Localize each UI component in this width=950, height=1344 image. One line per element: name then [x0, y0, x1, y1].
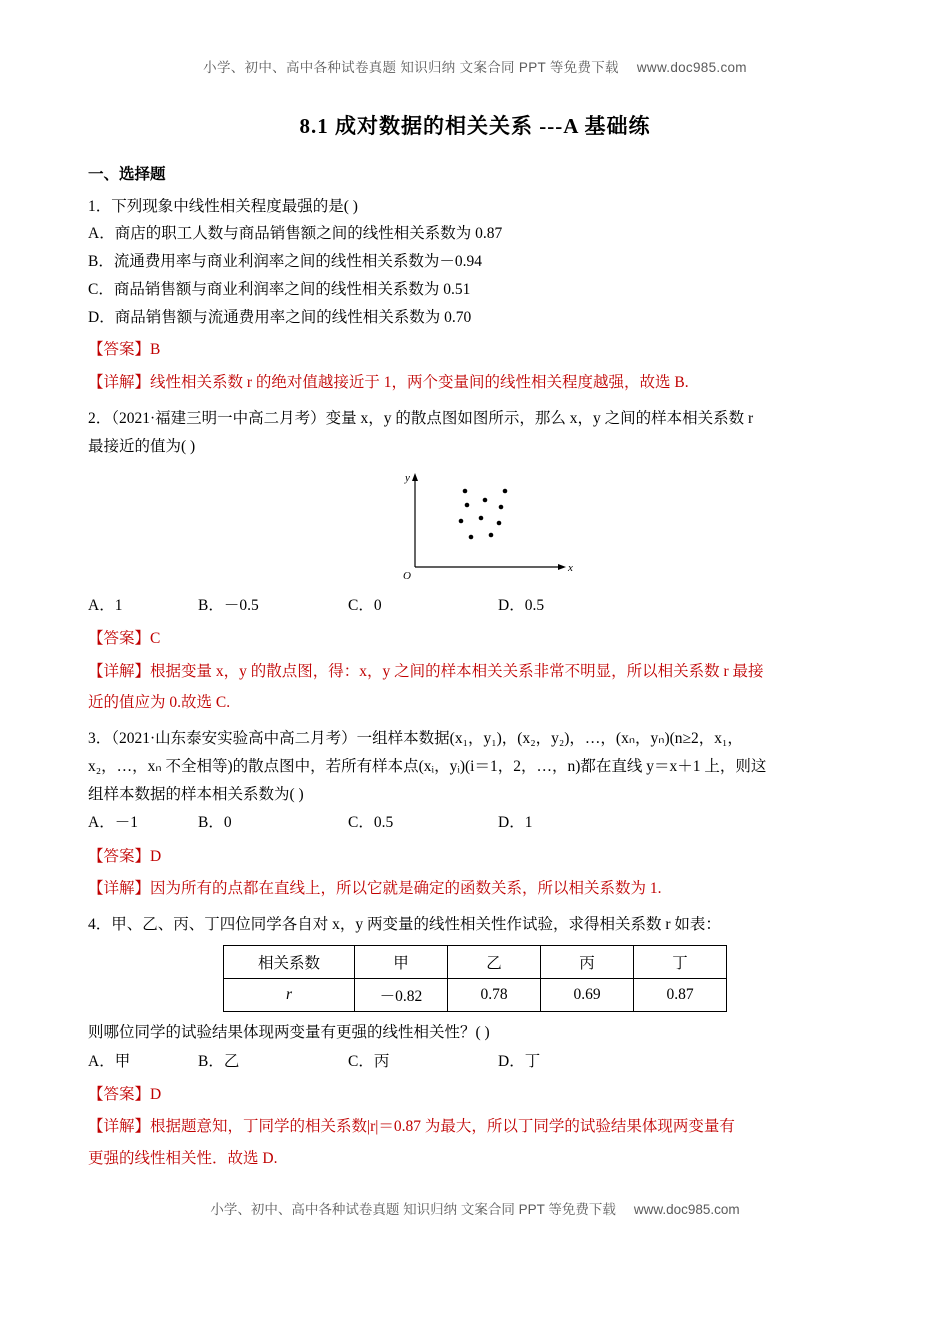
question-2-option-a: A．1: [88, 597, 123, 615]
question-3-stem-line1: 3．（2021·山东泰安实验高中高二月考）一组样本数据(x₁，y₁)，(x₂，y₂)，…，(xₙ，yₙ)(n≥2，x₁，: [88, 730, 743, 748]
question-3-option-d: D．1: [498, 814, 533, 832]
question-1-option-c: C．商品销售额与商业利润率之间的线性相关系数为 0.51: [88, 280, 471, 298]
question-4-explanation-line1: 【详解】根据题意知，丁同学的相关系数|r|＝0.87 为最大，所以丁同学的试验结果体现两变量有: [88, 1118, 735, 1136]
scatter-x-label: x: [568, 562, 573, 575]
table-header-cell-3: 丙: [541, 946, 634, 979]
header-watermark-text: 小学、初中、高中各种试卷真题 知识归纳 文案合同 PPT 等免费下载: [203, 60, 619, 75]
question-4-post-table: 则哪位同学的试验结果体现两变量有更强的线性相关性？( ): [88, 1024, 490, 1042]
question-2-option-c: C．0: [348, 597, 382, 615]
question-2-option-d: D．0.5: [498, 597, 545, 615]
page-title: 8.1 成对数据的相关关系 ---A 基础练: [299, 114, 651, 138]
footer-watermark-url: www.doc985.com: [633, 1201, 740, 1217]
question-1-explanation: 【详解】线性相关系数 r 的绝对值越接近于 1，两个变量间的线性相关程度越强，故选 B.: [88, 373, 689, 391]
question-3-option-c: C．0.5: [348, 814, 394, 832]
scatter-plot-figure: [88, 467, 862, 587]
table-cell-value-1: 0.78: [448, 979, 541, 1012]
question-4-stem: 4．甲、乙、丙、丁四位同学各自对 x，y 两变量的线性相关性作试验，求得相关系数 r 如表：: [88, 916, 721, 934]
question-2-explanation-line2: 近的值应为 0.故选 C.: [88, 694, 231, 712]
question-2-answer: 【答案】C: [88, 630, 161, 648]
table-header-cell-2: 乙: [448, 946, 541, 979]
question-1-answer: 【答案】B: [88, 341, 161, 359]
question-1: [88, 194, 862, 396]
question-4-answer: 【答案】D: [88, 1085, 162, 1103]
table-row: [224, 979, 727, 1012]
table-header-cell-4: 丁: [634, 946, 727, 979]
question-4: [88, 912, 862, 1171]
question-1-option-a: A．商店的职工人数与商品销售额之间的线性相关系数为 0.87: [88, 225, 503, 243]
question-3-answer: 【答案】D: [88, 847, 162, 865]
question-2-stem-line1: 2．（2021·福建三明一中高二月考）变量 x，y 的散点图如图所示，那么 x，y 之间的样本相关系数 r: [88, 409, 754, 427]
scatter-plot-svg: [355, 467, 595, 587]
question-1-stem: 1．下列现象中线性相关程度最强的是( ): [88, 198, 358, 215]
question-3-stem-line2: x₂，…，xₙ 不全相等)的散点图中，若所有样本点(xᵢ，yᵢ)(i＝1，2，…，n)都在直线 y＝x＋1 上，则这: [88, 758, 767, 776]
question-2-options: [88, 593, 862, 619]
question-2: [88, 406, 862, 716]
correlation-coefficient-table: [223, 945, 727, 1012]
question-4-option-d: D．丁: [498, 1052, 541, 1070]
scatter-x-arrow: [558, 564, 566, 570]
question-4-options: [88, 1049, 862, 1075]
scatter-origin-label: O: [403, 570, 411, 583]
question-4-option-c: C．丙: [348, 1052, 390, 1070]
table-cell-value-2: 0.69: [541, 979, 634, 1012]
question-2-option-b: B．－0.5: [198, 597, 259, 615]
footer-watermark: [88, 1198, 862, 1218]
header-watermark-url: www.doc985.com: [636, 60, 747, 75]
table-header-row: [224, 946, 727, 979]
question-2-stem-line2: 最接近的值为( ): [88, 438, 196, 455]
scatter-y-arrow: [412, 473, 418, 481]
question-4-option-b: B．乙: [198, 1052, 240, 1070]
table-cell-value-0: －0.82: [355, 979, 448, 1012]
question-3-options: [88, 810, 862, 836]
question-4-option-a: A．甲: [88, 1052, 131, 1070]
scatter-y-label: y: [405, 472, 410, 485]
footer-watermark-text: 小学、初中、高中各种试卷真题 知识归纳 文案合同 PPT 等免费下载: [210, 1201, 616, 1217]
question-3-explanation: 【详解】因为所有的点都在直线上，所以它就是确定的函数关系，所以相关系数为 1.: [88, 880, 662, 898]
question-4-explanation-line2: 更强的线性相关性．故选 D.: [88, 1149, 278, 1167]
table-header-cell-0: 相关系数: [224, 946, 355, 979]
question-1-option-b: B．流通费用率与商业利润率之间的线性相关系数为－0.94: [88, 252, 482, 270]
scatter-points: [459, 489, 508, 540]
section-heading: 一、选择题: [88, 166, 166, 183]
header-watermark: [88, 56, 862, 76]
table-header-cell-1: 甲: [355, 946, 448, 979]
question-3: [88, 726, 862, 902]
question-2-explanation-line1: 【详解】根据变量 x，y 的散点图，得：x，y 之间的样本相关关系非常不明显，所以相关系数 r 最接: [88, 663, 764, 681]
table-row-label: r: [224, 979, 355, 1012]
question-3-option-b: B．0: [198, 814, 232, 832]
question-1-option-d: D．商品销售额与流通费用率之间的线性相关系数为 0.70: [88, 308, 472, 326]
table-cell-value-3: 0.87: [634, 979, 727, 1012]
question-3-stem-line3: 组样本数据的样本相关系数为( ): [88, 786, 304, 804]
question-3-option-a: A．－1: [88, 814, 138, 832]
